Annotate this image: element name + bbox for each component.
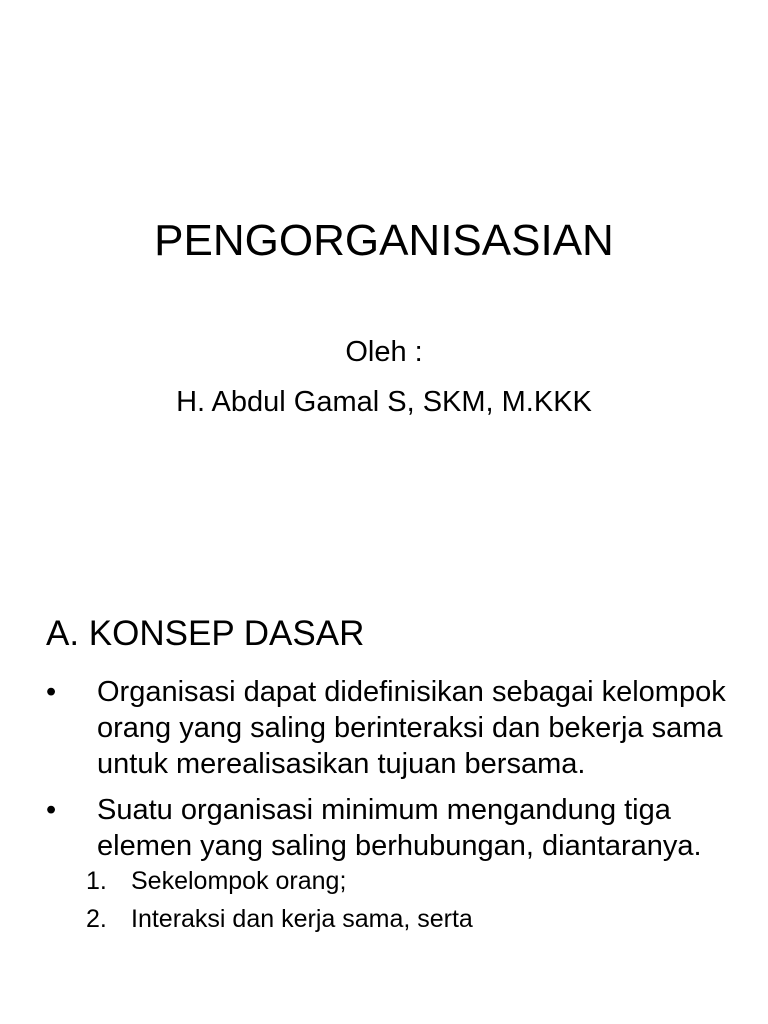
numbered-marker: 2. — [86, 905, 107, 933]
presentation-title: PENGORGANISASIAN — [154, 216, 614, 265]
bullet-text: Suatu organisasi minimum mengandung tiga elemen yang saling berhubungan, diantaranya. — [97, 794, 702, 862]
bullet-marker: • — [46, 676, 57, 708]
numbered-item — [0, 862, 728, 900]
numbered-text: Interaksi dan kerja sama, serta — [131, 905, 473, 933]
byline-label: Oleh : — [345, 336, 423, 368]
numbered-marker: 1. — [86, 867, 107, 895]
numbered-text: Sekelompok orang; — [131, 867, 347, 895]
bullet-text: Organisasi dapat didefinisikan sebagai kelompok orang yang saling berinteraksi dan bekerja sama untuk merealisasikan tujuan bersama. — [97, 676, 726, 780]
content-slide — [0, 576, 768, 1024]
bullet-marker: • — [46, 794, 57, 826]
numbered-list — [86, 862, 728, 938]
numbered-item — [0, 900, 728, 938]
bullet-item — [0, 792, 768, 938]
author-name: H. Abdul Gamal S, SKM, M.KKK — [176, 386, 592, 418]
bullet-list — [0, 674, 768, 948]
bullet-item — [0, 674, 768, 782]
section-heading: A. KONSEP DASAR — [46, 614, 365, 653]
